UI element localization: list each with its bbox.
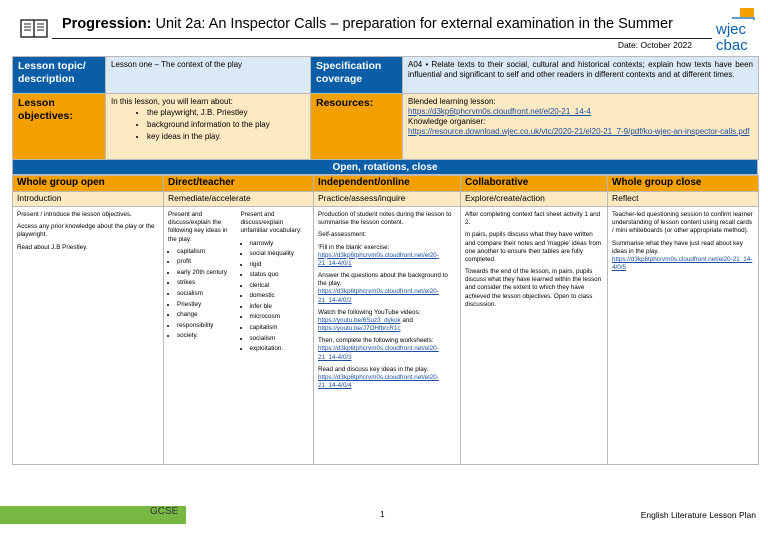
list-item: • social inequality <box>250 250 310 258</box>
lesson-plan-grid <box>12 175 759 465</box>
vocabulary-list <box>250 240 310 354</box>
blended-label: Blended learning lesson: <box>408 97 496 106</box>
gcse-label: GCSE <box>150 506 179 517</box>
col-sub-introduction: Introduction <box>13 192 164 207</box>
col4-text: Towards the end of the lesson, in pairs, pupils discuss what they have learned within the lesson and consider the extent to which they have achieved the lesson objectives. Open to class discussion. <box>465 268 602 308</box>
col3-videos: Watch the following YouTube videos: https://youtu.be/6Suz3_dykok and https://youtu.be/J7OHfbrcR1c <box>318 308 421 333</box>
col-head-whole-open: Whole group open <box>13 176 164 192</box>
spec-label: Specification coverage <box>311 57 403 94</box>
list-item: • profit <box>177 258 237 266</box>
header-divider <box>52 38 712 39</box>
objective-item: • background information to the play <box>147 120 305 130</box>
col1-text: Access any prior knowledge about the play or the playwright. <box>17 223 155 239</box>
list-item: • capitalism <box>250 324 310 332</box>
col-head-direct: Direct/teacher <box>164 176 314 192</box>
exercise-link[interactable]: https://d3kp6tphcrvm0s.cloudfront.net/el20-21_14-4/0/1 <box>318 251 439 267</box>
col3-text: Read and discuss key ideas in the play. <box>318 365 429 373</box>
organiser-link[interactable]: https://resource.download.wjec.co.uk/vtc/2020-21/el20-21_7-9/pdf/ko-wjec-an-inspector-calls.pdf <box>408 127 750 136</box>
col3-text: 'Fill in the blank' exercise: <box>318 243 390 251</box>
col5-body <box>608 207 759 465</box>
list-item: • infer ble <box>250 303 310 311</box>
list-item: • microcosm <box>250 313 310 321</box>
list-item: • early 20th century <box>177 269 237 277</box>
spec-value: A04 • Relate texts to their social, cultural and historical contexts; explain how texts have been influential and significant to self and other readers in different contexts and at different times. <box>403 57 759 94</box>
col3-text: Production of student notes during the lesson to summarise the lesson content. <box>318 211 452 227</box>
objective-item: • the playwright, J.B. Priestley <box>147 108 305 118</box>
list-item: • rigid <box>250 261 310 269</box>
youtube-link-2[interactable]: https://youtu.be/J7OHfbrcR1c <box>318 325 401 333</box>
col1-text: Read about J.B Priestley. <box>17 243 88 251</box>
objectives-list <box>147 108 305 142</box>
col-sub-remediate: Remediate/accelerate <box>164 192 314 207</box>
col-sub-explore: Explore/create/action <box>461 192 608 207</box>
self-assessment-label: Self-assessment: <box>318 231 367 239</box>
list-item: • capitalism <box>177 248 237 256</box>
resources-label: Resources: <box>311 94 403 160</box>
key-ideas-block <box>168 211 237 356</box>
list-item: • narrowly <box>250 240 310 248</box>
list-item: • Priestley <box>177 301 237 309</box>
organiser-label: Knowledge organiser: <box>408 117 486 126</box>
col-head-collaborative: Collaborative <box>461 176 608 192</box>
col3-body <box>314 207 461 465</box>
page-number: 1 <box>380 510 385 519</box>
summary-link[interactable]: https://d3kp6tphcrvm0s.cloudfront.net/el20-21_14-4/0/5 <box>612 255 753 272</box>
col5-text: Summarise what they have just read about key ideas in the play. <box>612 239 743 255</box>
key-ideas-list <box>177 248 237 341</box>
col-head-whole-close: Whole group close <box>608 176 759 192</box>
col4-text: In pairs, pupils discuss what they have written and compare their notes and 'magpie' ideas from one another to ensure their tables are fully completed. <box>465 231 602 263</box>
list-item: • domestic <box>250 292 310 300</box>
youtube-link-1[interactable]: https://youtu.be/6Suz3_dykok <box>318 316 401 324</box>
objectives-cell <box>106 94 311 160</box>
list-item: • strikes <box>177 279 237 287</box>
lesson-date: Date: October 2022 <box>617 40 692 50</box>
list-item: • socialism <box>250 335 310 343</box>
book-icon <box>20 18 48 38</box>
key-ideas-link[interactable]: https://d3kp6tphcrvm0s.cloudfront.net/el20-21_14-4/0/4 <box>318 373 439 390</box>
lesson-info-table <box>12 56 759 160</box>
list-item: • society. <box>177 332 237 340</box>
wjec-logo <box>714 8 760 52</box>
col4-body <box>461 207 608 465</box>
key-ideas-intro: Present and discuss/explain the following key ideas in the play: <box>168 211 228 243</box>
col2-body <box>164 207 314 465</box>
vocabulary-intro: Present and discuss/explain unfamiliar vocabulary: <box>240 211 302 235</box>
col3-text: Answer the questions about the background to the play. <box>318 272 448 288</box>
resources-cell <box>403 94 759 160</box>
questions-link[interactable]: https://d3kp6tphcrvm0s.cloudfront.net/el20-21_14-4/0/2 <box>318 288 439 304</box>
col1-text: Present / introduce the lesson objectives. <box>17 211 132 218</box>
page-title: Progression: Unit 2a: An Inspector Calls – preparation for external examination in the Summer <box>62 16 673 32</box>
list-item: • clerical <box>250 282 310 290</box>
topic-label: Lesson topic/ description <box>13 57 106 94</box>
col-sub-reflect: Reflect <box>608 192 759 207</box>
footer-title: English Literature Lesson Plan <box>640 510 756 520</box>
col1-body <box>13 207 164 465</box>
objective-item: • key ideas in the play. <box>147 132 305 142</box>
worksheet-link[interactable]: https://d3kp6tphcrvm0s.cloudfront.net/el20-21_14-4/0/3 <box>318 345 439 361</box>
vocabulary-block <box>241 211 310 356</box>
logo-top-text: wjec <box>716 21 747 38</box>
col5-text: Teacher-led questioning session to confirm learner understanding of lesson content using recall cards / mini whiteboards (or other appropriate method). <box>612 211 753 235</box>
list-item: • change <box>177 311 237 319</box>
objectives-intro: In this lesson, you will learn about: <box>111 97 233 106</box>
list-item: • status quo <box>250 271 310 279</box>
logo-bottom-text: cbac <box>716 37 748 52</box>
col3-text: Then, complete the following worksheets: <box>318 337 434 345</box>
list-item: • responsibility <box>177 322 237 330</box>
col-sub-practice: Practice/assess/inquire <box>314 192 461 207</box>
col4-text: After completing context fact sheet activity 1 and 2. <box>465 211 601 227</box>
section-banner: Open, rotations, close <box>12 159 758 175</box>
blended-link[interactable]: https://d3kp6tphcrvm0s.cloudfront.net/el20-21_14-4 <box>408 107 591 116</box>
page-header <box>12 10 702 52</box>
objectives-label: Lesson objectives: <box>13 94 106 160</box>
col-head-independent: Independent/online <box>314 176 461 192</box>
list-item: • exploitation. <box>250 345 310 353</box>
list-item: • socialism <box>177 290 237 298</box>
topic-value: Lesson one – The context of the play <box>106 57 311 94</box>
